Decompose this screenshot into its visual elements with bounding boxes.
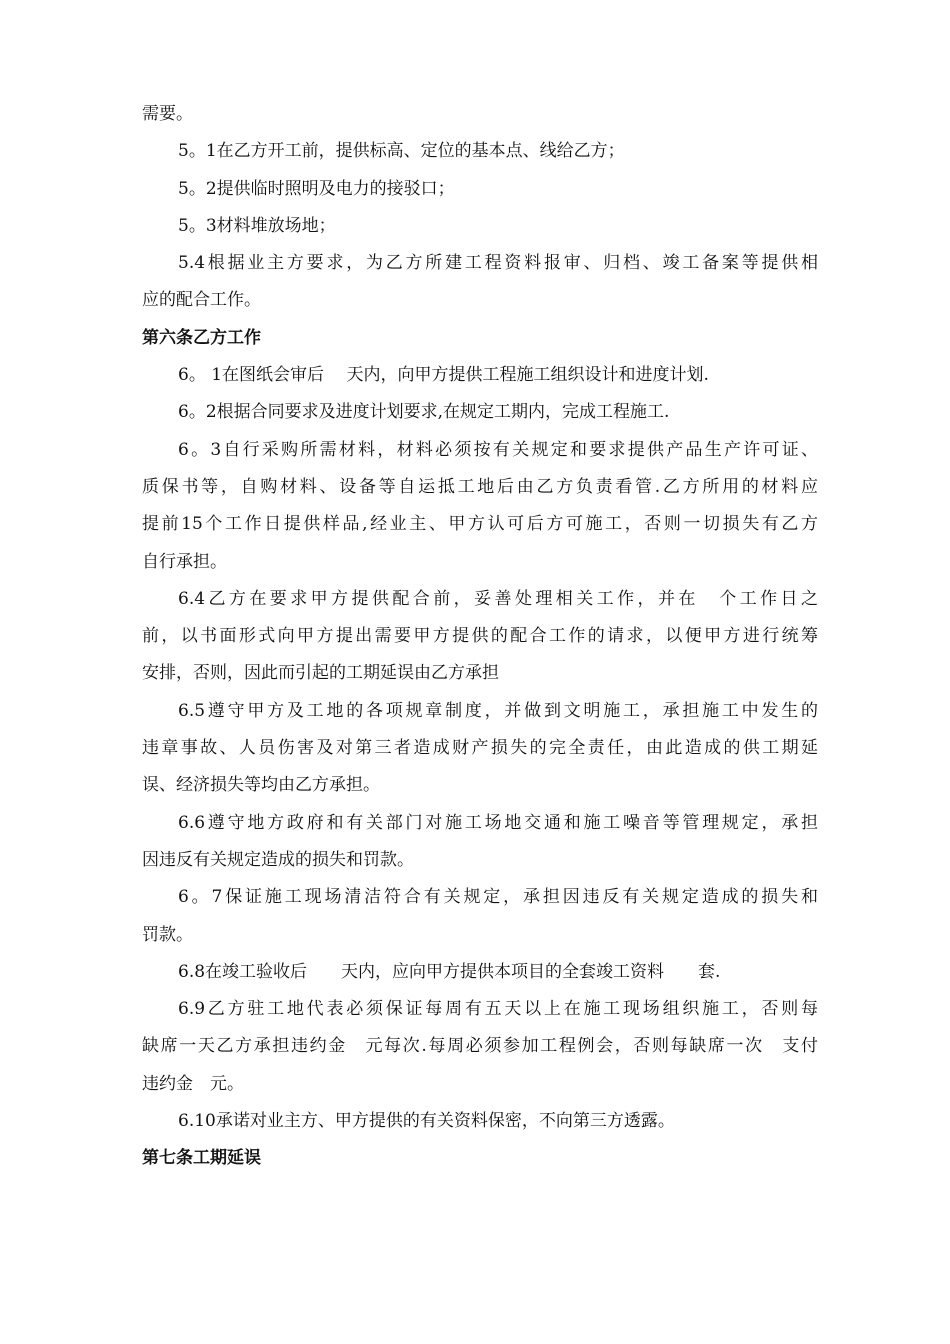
text-line: 5。2提供临时照明及电力的接驳口； [178, 178, 455, 199]
text-line: 质保书等，自购材料、设备等自运抵工地后由乙方负责看管.乙方所用的材料应 [142, 476, 818, 497]
text-line: 提前15个工作日提供样品,经业主、甲方认可后方可施工，否则一切损失有乙方 [142, 514, 818, 535]
text-line: 需要。 [142, 104, 193, 124]
text-line: 6.6遵守地方政府和有关部门对施工场地交通和施工噪音等管理规定，承担 [178, 812, 818, 833]
text-line: 6.8在竣工验收后 天内，应向甲方提供本项目的全套竣工资料 套. [178, 961, 721, 982]
text-line: 应的配合工作。 [142, 290, 261, 311]
text-line: 6。2根据合同要求及进度计划要求,在规定工期内，完成工程施工. [178, 402, 670, 423]
text-line: 5.4根据业主方要求，为乙方所建工程资料报审、归档、竣工备案等提供相 [178, 253, 818, 274]
text-line: 6。3自行采购所需材料，材料必须按有关规定和要求提供产品生产许可证、 [178, 439, 818, 460]
section-heading: 第七条工期延误 [142, 1148, 261, 1169]
text-line: 5。1在乙方开工前，提供标高、定位的基本点、线给乙方； [178, 141, 625, 162]
text-line: 6.10承诺对业主方、甲方提供的有关资料保密，不向第三方透露。 [178, 1111, 675, 1132]
text-line: 5。3材料堆放场地； [178, 215, 336, 236]
text-line: 因违反有关规定造成的损失和罚款。 [142, 849, 414, 870]
text-line: 违约金 元。 [142, 1073, 244, 1094]
text-line: 安排，否则，因此而引起的工期延误由乙方承担 [142, 663, 499, 684]
text-line: 6.9乙方驻工地代表必须保证每周有五天以上在施工现场组织施工，否则每 [178, 999, 818, 1020]
text-line: 缺席一天乙方承担违约金 元每次.每周必须参加工程例会，否则每缺席一次 支付 [142, 1036, 818, 1057]
text-line: 6。 1在图纸会审后 天内，向甲方提供工程施工组织设计和进度计划. [178, 365, 709, 386]
text-line: 自行承担。 [142, 551, 227, 572]
text-line: 6。7保证施工现场清洁符合有关规定，承担因违反有关规定造成的损失和 [178, 887, 818, 908]
text-line: 罚款。 [142, 924, 193, 945]
text-line: 前，以书面形式向甲方提出需要甲方提供的配合工作的请求，以便甲方进行统筹 [142, 626, 818, 647]
section-heading: 第六条乙方工作 [142, 327, 261, 348]
text-line: 误、经济损失等均由乙方承担。 [142, 775, 380, 796]
text-line: 6.4乙方在要求甲方提供配合前，妥善处理相关工作，并在 个工作日之 [178, 588, 818, 609]
text-line: 6.5遵守甲方及工地的各项规章制度，并做到文明施工，承担施工中发生的 [178, 700, 818, 721]
document-body [142, 96, 818, 1178]
text-line: 违章事故、人员伤害及对第三者造成财产损失的完全责任，由此造成的供工期延 [142, 738, 818, 759]
